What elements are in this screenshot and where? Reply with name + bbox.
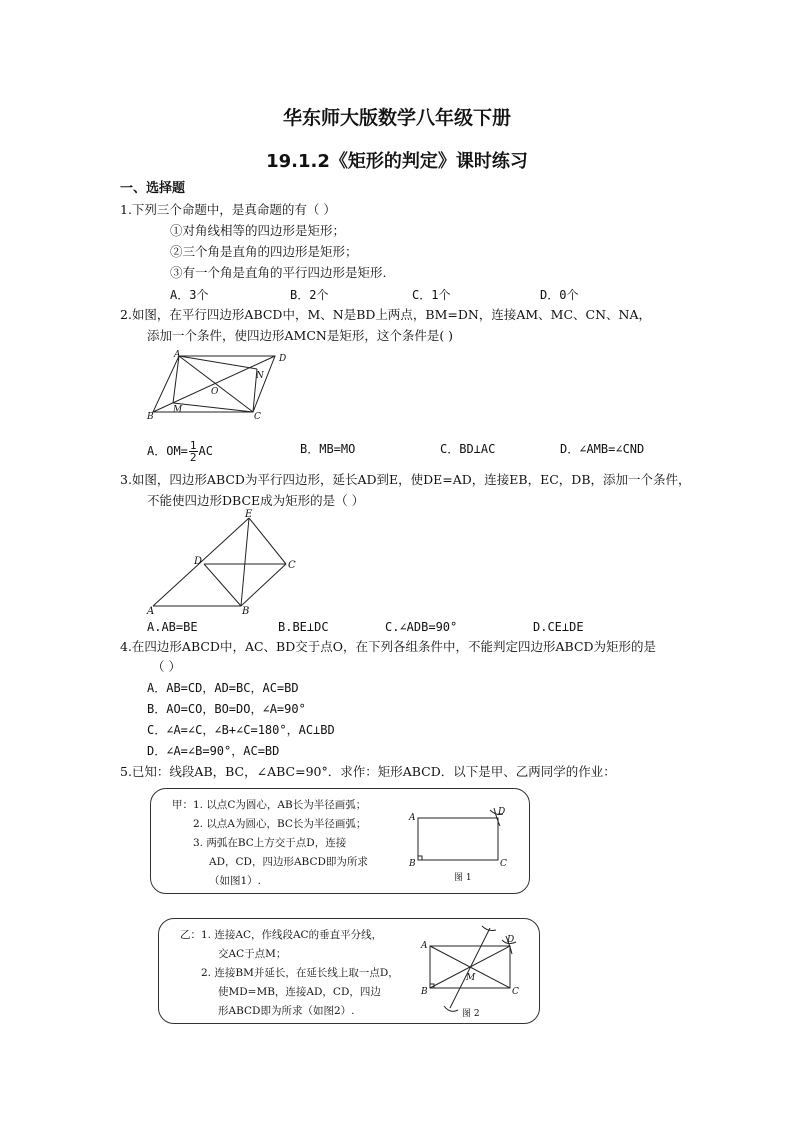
jia-label-a: A [409, 813, 416, 823]
q4-stem-line1: 4.在四边形ABCD中，AC、BD交于点O，在下列各组条件中，不能判定四边形ABCD为矩形的是 [120, 639, 657, 654]
q2-option-a-prefix: A．OM= [147, 444, 188, 458]
yi-label-c: C [512, 987, 519, 997]
yi-label-b: B [421, 987, 428, 997]
fraction-denominator: 2 [189, 451, 197, 464]
jia-label-b: B [409, 859, 416, 869]
q3-label-b: B [242, 606, 250, 616]
q2-option-c: C．BD⊥AC [440, 442, 496, 456]
jia-step-2: 2. 以点A为圆心，BC长为半径画弧； [193, 818, 367, 830]
q3-option-a: A.AB=BE [147, 620, 198, 634]
q2-label-d: D [279, 354, 287, 364]
q3-option-c: C.∠ADB=90° [385, 620, 458, 634]
q3-label-c: C [288, 560, 296, 571]
section-heading: 一、选择题 [120, 181, 186, 196]
yi-step-2: 2. 连接BM并延长，在延长线上取一点D， [201, 967, 399, 979]
q3-label-a: A [147, 606, 155, 616]
q1-statement-1: ①对角线相等的四边形是矩形； [170, 223, 346, 238]
yi-figure-caption: 图 2 [462, 1009, 480, 1019]
q3-option-b: B.BE⊥DC [278, 620, 329, 634]
jia-step-3: 3. 两弧在BC上方交于点D，连接 [193, 837, 347, 849]
q5-stem: 5.已知：线段AB，BC，∠ABC=90°．求作：矩形ABCD．以下是甲、乙两同学的作业： [120, 764, 616, 779]
q2-label-c: C [254, 412, 261, 422]
q4-option-b: B．AO=CO，BO=DO，∠A=90° [147, 702, 306, 716]
q2-figure [145, 350, 295, 422]
yi-step-2-end: 形ABCD即为所求（如图2）. [218, 1005, 355, 1017]
q2-label-o: O [211, 387, 219, 397]
q4-option-d: D．∠A=∠B=90°，AC=BD [147, 744, 280, 758]
q2-label-b: B [147, 412, 154, 422]
q1-option-c: C．1个 [412, 288, 451, 302]
yi-step-1-cont: 交AC于点M； [218, 948, 287, 960]
yi-step-1: 乙：1. 连接AC，作线段AC的垂直平分线， [180, 929, 383, 941]
q4-option-a: A．AB=CD，AD=BC，AC=BD [147, 681, 299, 695]
q1-option-b: B．2个 [290, 288, 329, 302]
q3-label-d: D [194, 556, 203, 567]
fraction-numerator: 1 [189, 439, 197, 452]
yi-label-m: M [466, 973, 476, 983]
q3-option-d: D.CE⊥DE [533, 620, 584, 634]
q2-stem-line1: 2.如图，在平行四边形ABCD中，M、N是BD上两点，BM=DN，连接AM、MC、CN、NA， [120, 307, 651, 322]
q1-statement-3: ③有一个角是直角的平行四边形是矩形. [170, 265, 387, 280]
q3-label-e: E [245, 509, 253, 520]
q1-stem: 1.下列三个命题中，是真命题的有（ ） [120, 202, 336, 217]
q1-option-d: D．0个 [540, 288, 579, 302]
q2-option-d: D．∠AMB=∠CND [560, 442, 645, 456]
q2-option-b: B．MB=MO [300, 442, 356, 456]
yi-label-d: D [507, 935, 515, 945]
q2-label-n: N [256, 371, 264, 381]
yi-step-2-cont: 使MD=MB，连接AD，CD，四边 [218, 986, 381, 998]
jia-step-1: 甲：1. 以点C为圆心，AB长为半径画弧； [172, 799, 367, 811]
q1-statement-2: ②三个角是直角的四边形是矩形； [170, 244, 358, 259]
yi-figure-2 [416, 922, 532, 1020]
q2-option-a [147, 440, 213, 463]
jia-step-3-cont: AD，CD，四边形ABCD即为所求 [209, 856, 368, 868]
q2-stem-line2: 添加一个条件，使四边形AMCN是矩形，这个条件是( ) [147, 328, 454, 343]
jia-step-3-end: （如图1）. [209, 875, 262, 887]
q3-stem-line2: 不能使四边形DBCE成为矩形的是（ ） [147, 493, 365, 508]
document-title: 华东师大版数学八年级下册 [282, 107, 511, 129]
q4-stem-line2: （ ） [152, 659, 181, 674]
yi-label-a: A [421, 941, 428, 951]
one-half-fraction [189, 440, 198, 463]
jia-label-d: D [498, 807, 506, 817]
jia-figure-1 [404, 804, 516, 882]
q3-stem-line1: 3.如图，四边形ABCD为平行四边形，延长AD到E，使DE=AD，连接EB，EC，DB，添加一个条件， [120, 472, 691, 487]
document-subtitle: 19.1.2《矩形的判定》课时练习 [266, 151, 528, 172]
q4-option-c: C．∠A=∠C，∠B+∠C=180°，AC⊥BD [147, 723, 335, 737]
q1-option-a: A．3个 [170, 288, 209, 302]
jia-figure-caption: 图 1 [454, 873, 472, 882]
q2-label-a: A [174, 350, 181, 360]
q2-label-m: M [173, 405, 183, 415]
jia-label-c: C [500, 859, 507, 869]
q3-figure [145, 508, 305, 616]
q2-option-a-suffix: AC [198, 444, 213, 458]
